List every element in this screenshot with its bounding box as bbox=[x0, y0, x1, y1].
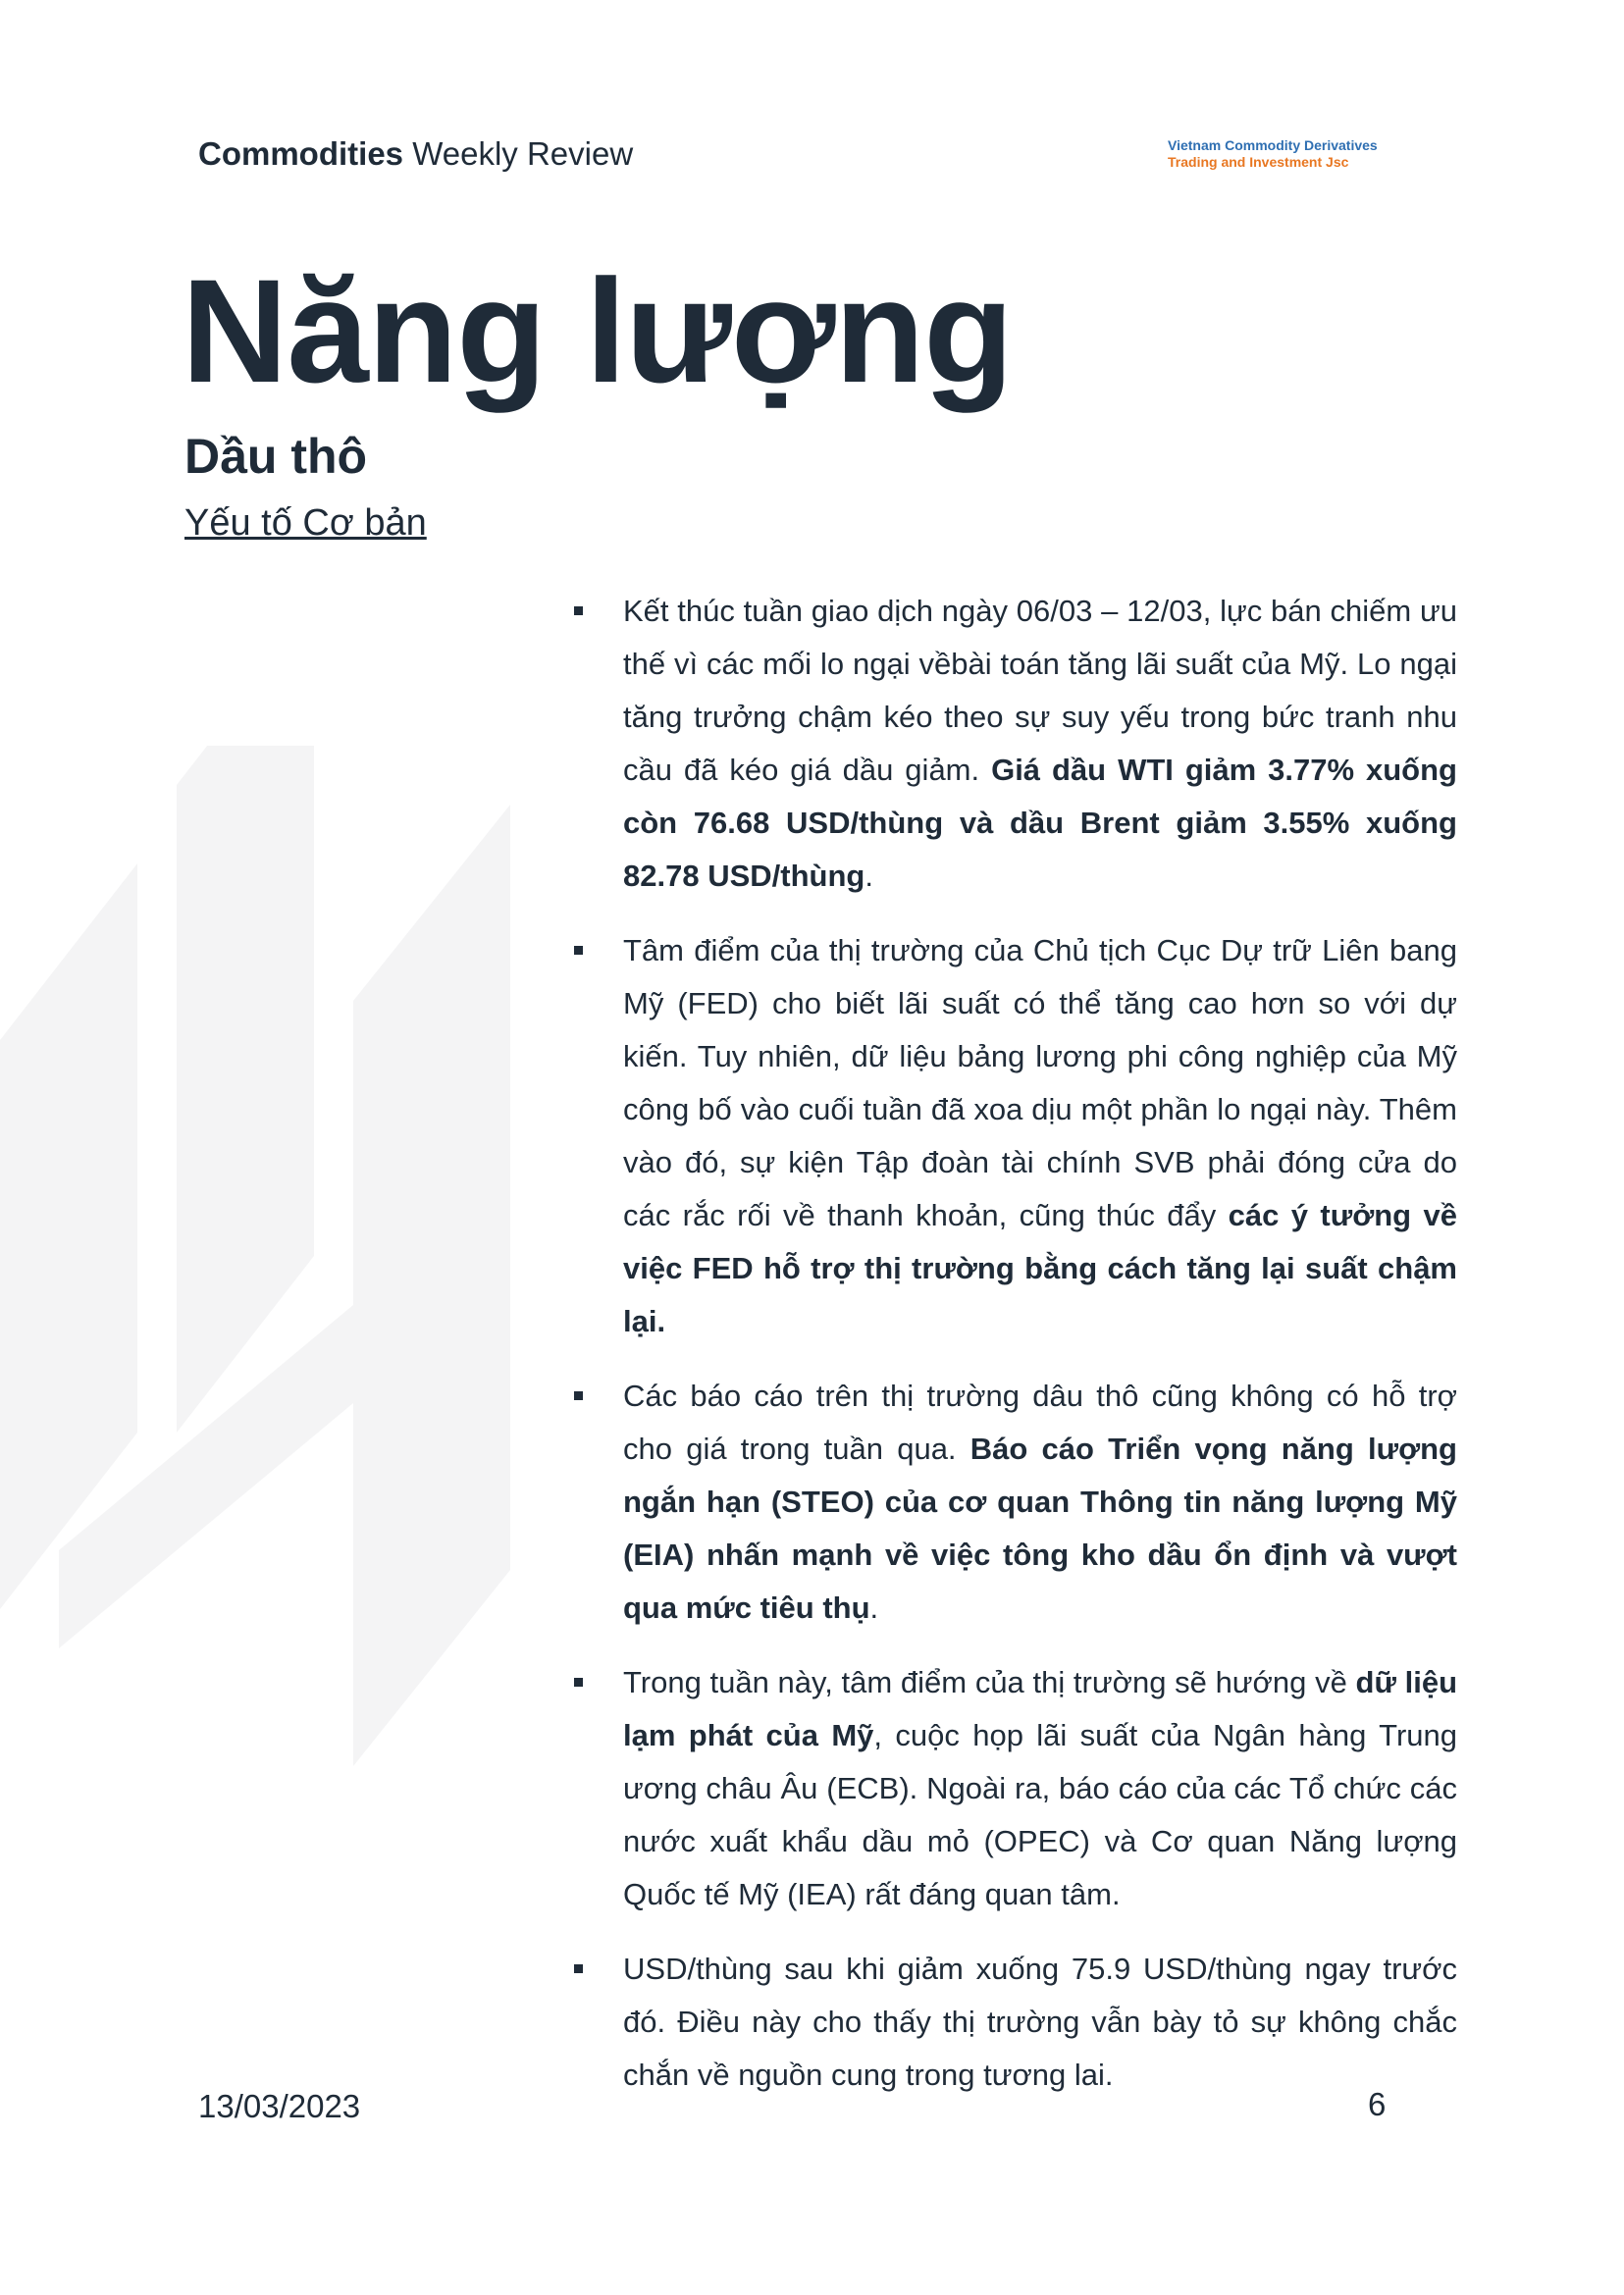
bullet-text: USD/thùng sau khi giảm xuống 75.9 USD/thùng ngay trước đó. Điều này cho thấy thị trường vẫn bày tỏ sự không chắc chắn về nguồn cung trong tương lai. bbox=[623, 1952, 1457, 2092]
bullet-marker bbox=[574, 1678, 583, 1687]
header-title-rest: Weekly Review bbox=[403, 135, 634, 172]
bullet-text-end: . bbox=[869, 1591, 879, 1625]
bullet-text: Trong tuần này, tâm điểm của thị trường sẽ hướng về bbox=[623, 1665, 1356, 1699]
bullet-list bbox=[574, 585, 1457, 2123]
subsection-title: Yếu tố Cơ bản bbox=[184, 502, 427, 544]
bullet-text-end: , cuộc họp lãi suất của Ngân hàng Trung ương châu Âu (ECB). Ngoài ra, báo cáo của các Tổ chức các nước xuất khẩu dầu mỏ (OPEC) và Cơ quan Năng lượng Quốc tế Mỹ (IEA) rất đáng quan tâm. bbox=[623, 1718, 1457, 1911]
bullet-item bbox=[574, 1370, 1457, 1635]
brand-line-2: Trading and Investment Jsc bbox=[1168, 154, 1349, 170]
section-title: Dầu thô bbox=[184, 429, 368, 484]
bullet-marker bbox=[574, 1964, 583, 1973]
bullet-text: Các báo cáo trên thị trường dâu thô cũng không có hỗ trợ cho giá trong tuần qua. bbox=[623, 1379, 1457, 1466]
header-title bbox=[198, 135, 633, 173]
bullet-text: Tâm điểm của thị trường của Chủ tịch Cục Dự trữ Liên bang Mỹ (FED) cho biết lãi suất có thể tăng cao hơn so với dự kiến. Tuy nhiên, dữ liệu bảng lương phi công nghiệp của Mỹ công bố vào cuối tuần đã xoa dịu một phần lo ngại này. Thêm vào đó, sự kiện Tập đoàn tài chính SVB phải đóng cửa do các rắc rối về thanh khoản, cũng thúc đẩy bbox=[623, 933, 1457, 1232]
bullet-emphasis: Báo cáo Triển vọng năng lượng ngắn hạn (STEO) của cơ quan Thông tin năng lượng Mỹ (EIA) nhấn mạnh về việc tông kho dầu ổn định và vượt qua mức tiêu thụ bbox=[623, 1432, 1457, 1625]
bullet-item bbox=[574, 1656, 1457, 1921]
bullet-item bbox=[574, 1943, 1457, 2102]
page-number: 6 bbox=[1368, 2086, 1387, 2122]
watermark-logo bbox=[0, 746, 608, 1825]
bullet-marker bbox=[574, 606, 583, 615]
bullet-text-end: . bbox=[864, 859, 873, 893]
bullet-emphasis: các ý tưởng về việc FED hỗ trợ thị trường bằng cách tăng lại suất chậm lại. bbox=[623, 1198, 1457, 1338]
bullet-marker bbox=[574, 1391, 583, 1400]
bullet-emphasis: dữ liệu lạm phát của Mỹ bbox=[623, 1665, 1457, 1752]
bullet-item bbox=[574, 924, 1457, 1348]
bullet-text: Kết thúc tuần giao dịch ngày 06/03 – 12/03, lực bán chiếm ưu thế vì các mối lo ngại vềbài toán tăng lãi suất của Mỹ. Lo ngại tăng trưởng chậm kéo theo sự suy yếu trong bức tranh nhu cầu đã kéo giá dầu giảm. bbox=[623, 594, 1457, 787]
bullet-item bbox=[574, 585, 1457, 903]
brand-logo bbox=[1168, 137, 1378, 171]
page-title: Năng lượng bbox=[182, 248, 1013, 413]
bullet-emphasis: Giá dầu WTI giảm 3.77% xuống còn 76.68 USD/thùng và dầu Brent giảm 3.55% xuống 82.78 USD/thùng bbox=[623, 753, 1457, 893]
brand-line-1: Vietnam Commodity Derivatives bbox=[1168, 137, 1378, 153]
bullet-marker bbox=[574, 946, 583, 955]
footer-date: 13/03/2023 bbox=[198, 2088, 361, 2124]
header-title-bold: Commodities bbox=[198, 135, 404, 172]
